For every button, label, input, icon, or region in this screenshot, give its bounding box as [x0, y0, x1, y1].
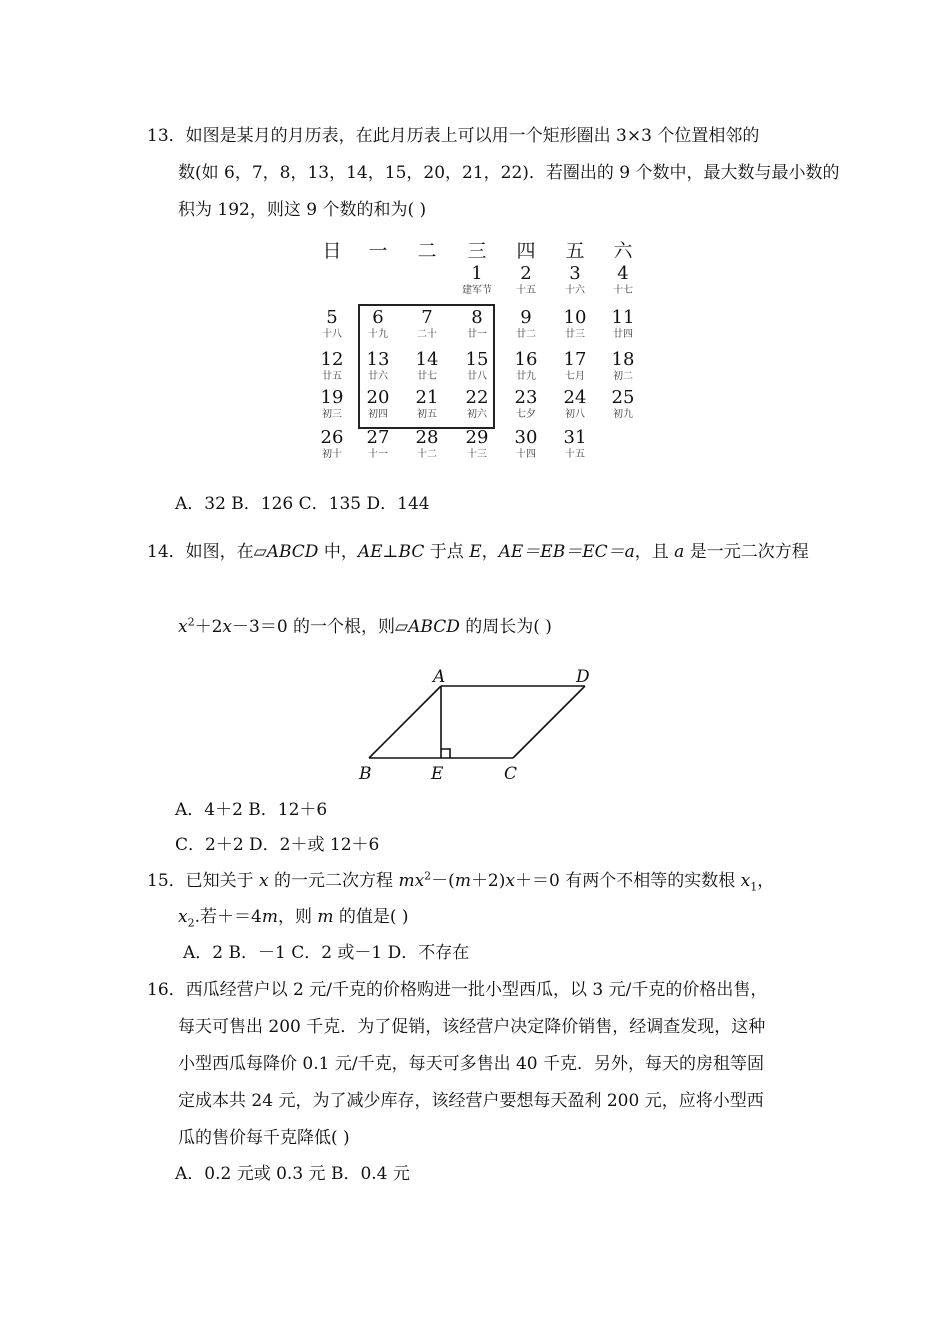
- q16-line-1: 16．西瓜经营户以 2 元/千克的价格购进一批小型西瓜，以 3 元/千克的价格出售，: [147, 980, 768, 1000]
- calendar-day-number: 11: [611, 307, 635, 328]
- calendar-lunar-label: 十二: [417, 449, 437, 460]
- calendar-day-cell: [601, 308, 645, 341]
- calendar-day-number: 22: [465, 387, 489, 408]
- calendar-day-number: 17: [563, 349, 587, 370]
- q16-line-5: 瓜的售价每千克降低( ): [178, 1128, 350, 1148]
- calendar-lunar-label: 初三: [322, 409, 342, 420]
- calendar-day-number: 3: [569, 263, 581, 284]
- calendar-day-cell: [553, 350, 597, 383]
- parallelogram-figure: [350, 664, 600, 786]
- calendar-lunar-label: 廿七: [417, 371, 437, 382]
- calendar-day-cell: [504, 428, 548, 461]
- calendar-day-cell: [504, 350, 548, 383]
- q13-line-2: 数(如 6，7，8，13，14，15，20，21，22)．若圈出的 9 个数中，最大数与最小数的: [178, 163, 840, 183]
- label-D: D: [576, 667, 590, 687]
- right-angle-mark: [441, 749, 450, 758]
- calendar-lunar-label: 十三: [467, 449, 487, 460]
- calendar-lunar-label: 十八: [322, 329, 342, 340]
- calendar-lunar-label: 廿九: [516, 371, 536, 382]
- calendar-day-number: 8: [471, 307, 483, 328]
- label-A: A: [433, 667, 446, 687]
- calendar-lunar-label: 初五: [417, 409, 437, 420]
- calendar-lunar-label: 二十: [417, 329, 437, 340]
- calendar-weekday-header: 六: [613, 240, 633, 262]
- calendar-day-number: 26: [320, 427, 344, 448]
- calendar-day-cell: [553, 428, 597, 461]
- calendar-day-cell: [356, 350, 400, 383]
- calendar-day-cell: [405, 350, 449, 383]
- calendar-lunar-label: 初六: [467, 409, 487, 420]
- calendar-day-cell: [455, 308, 499, 341]
- calendar-day-cell: [455, 264, 499, 297]
- calendar-day-number: 19: [320, 387, 344, 408]
- calendar-lunar-label: 初四: [368, 409, 388, 420]
- calendar-day-number: 5: [326, 307, 338, 328]
- calendar-weekday-header: 一: [368, 240, 388, 262]
- calendar-day-cell: [310, 428, 354, 461]
- calendar-day-number: 28: [415, 427, 439, 448]
- calendar-day-number: 9: [520, 307, 532, 328]
- calendar-figure: [310, 236, 640, 472]
- calendar-lunar-label: 七夕: [516, 409, 536, 420]
- q13-line-3: 积为 192，则这 9 个数的和为( ): [178, 200, 427, 220]
- calendar-lunar-label: 廿五: [322, 371, 342, 382]
- calendar-day-number: 18: [611, 349, 635, 370]
- calendar-lunar-label: 初二: [613, 371, 633, 382]
- calendar-lunar-label: 十九: [368, 329, 388, 340]
- label-B: B: [359, 764, 372, 784]
- calendar-lunar-label: 十七: [613, 285, 633, 296]
- calendar-day-cell: [553, 264, 597, 297]
- calendar-day-number: 27: [366, 427, 390, 448]
- calendar-day-cell: [356, 308, 400, 341]
- calendar-lunar-label: 廿三: [565, 329, 585, 340]
- calendar-day-number: 31: [563, 427, 587, 448]
- q15-line-1: 15．已知关于 x 的一元二次方程 $mx^2-(m+2)x+=0$ 有两个不相等的实数根 $x_1$，: [147, 869, 775, 894]
- calendar-weekday-header: 五: [565, 240, 585, 262]
- calendar-day-cell: [553, 308, 597, 341]
- calendar-weekday-header: 四: [516, 240, 536, 262]
- calendar-day-cell: [601, 350, 645, 383]
- calendar-lunar-label: 十六: [565, 285, 585, 296]
- calendar-day-number: 4: [617, 263, 629, 284]
- calendar-lunar-label: 廿六: [368, 371, 388, 382]
- side-DC: [513, 686, 585, 758]
- calendar-lunar-label: 十五: [516, 285, 536, 296]
- calendar-day-cell: [356, 428, 400, 461]
- side-AB: [369, 686, 441, 758]
- calendar-lunar-label: 廿四: [613, 329, 633, 340]
- calendar-day-number: 14: [415, 349, 439, 370]
- calendar-lunar-label: 十五: [565, 449, 585, 460]
- calendar-day-cell: [455, 388, 499, 421]
- calendar-day-number: 29: [465, 427, 489, 448]
- calendar-lunar-label: 初九: [613, 409, 633, 420]
- calendar-day-number: 20: [366, 387, 390, 408]
- q16-line-2: 每天可售出 200 千克．为了促销，该经营户决定降价销售，经调查发现，这种: [178, 1017, 766, 1037]
- q15-options: A．2 B．－1 C．2 或－1 D．不存在: [183, 943, 470, 963]
- q16-line-3: 小型西瓜每降价 0.1 元/千克，每天可多售出 40 千克．另外，每天的房租等固: [178, 1054, 765, 1074]
- calendar-day-number: 16: [514, 349, 538, 370]
- calendar-day-cell: [310, 308, 354, 341]
- label-C: C: [504, 764, 518, 784]
- calendar-day-cell: [455, 350, 499, 383]
- calendar-day-cell: [504, 308, 548, 341]
- calendar-weekday-header: 三: [467, 240, 487, 262]
- label-E: E: [431, 764, 444, 784]
- q14-options-1: A．4＋2 B．12＋6: [175, 800, 328, 820]
- calendar-day-cell: [310, 388, 354, 421]
- calendar-day-cell: [601, 264, 645, 297]
- calendar-lunar-label: 十一: [368, 449, 388, 460]
- q16-line-4: 定成本共 24 元，为了减少库存，该经营户要想每天盈利 200 元，应将小型西: [178, 1091, 764, 1111]
- calendar-day-cell: [310, 350, 354, 383]
- calendar-day-number: 25: [611, 387, 635, 408]
- calendar-day-cell: [504, 388, 548, 421]
- q13-line-1: 13．如图是某月的月历表，在此月历表上可以用一个矩形圈出 3×3 个位置相邻的: [147, 126, 760, 146]
- q14-line-1: 14．如图，在▱ABCD 中，AE⊥BC 于点 E，AE＝EB＝EC＝a，且 a 是一元二次方程: [147, 542, 809, 562]
- q15-line-2: $x_2$.若＋＝4m，则 m 的值是( ): [178, 907, 409, 930]
- calendar-lunar-label: 初八: [565, 409, 585, 420]
- calendar-day-cell: [405, 388, 449, 421]
- calendar-day-cell: [356, 388, 400, 421]
- calendar-lunar-label: 廿一: [467, 329, 487, 340]
- calendar-weekday-header: 日: [322, 240, 342, 262]
- calendar-lunar-label: 十四: [516, 449, 536, 460]
- calendar-day-number: 2: [520, 263, 532, 284]
- q14-options-2: C．2＋2 D．2＋或 12＋6: [175, 835, 380, 855]
- calendar-lunar-label: 七月: [565, 371, 585, 382]
- calendar-day-number: 6: [372, 307, 384, 328]
- calendar-day-number: 13: [366, 349, 390, 370]
- calendar-day-cell: [553, 388, 597, 421]
- calendar-day-number: 1: [471, 263, 483, 284]
- calendar-day-cell: [405, 428, 449, 461]
- calendar-lunar-label: 廿八: [467, 371, 487, 382]
- q16-options: A．0.2 元或 0.3 元 B．0.4 元: [175, 1164, 410, 1184]
- calendar-day-cell: [455, 428, 499, 461]
- calendar-day-cell: [405, 308, 449, 341]
- calendar-lunar-label: 建军节: [462, 285, 492, 296]
- calendar-day-number: 15: [465, 349, 489, 370]
- q13-options: A．32 B．126 C．135 D．144: [175, 494, 430, 514]
- calendar-lunar-label: 初十: [322, 449, 342, 460]
- calendar-day-number: 10: [563, 307, 587, 328]
- calendar-day-number: 30: [514, 427, 538, 448]
- calendar-day-number: 21: [415, 387, 439, 408]
- calendar-lunar-label: 廿二: [516, 329, 536, 340]
- calendar-day-number: 12: [320, 349, 344, 370]
- calendar-weekday-header: 二: [417, 240, 437, 262]
- calendar-day-number: 24: [563, 387, 587, 408]
- calendar-day-cell: [601, 388, 645, 421]
- calendar-day-number: 23: [514, 387, 538, 408]
- calendar-day-number: 7: [421, 307, 433, 328]
- q14-line-2: $x^2+2x-3=0$ 的一个根，则▱ABCD 的周长为( ): [178, 615, 552, 637]
- calendar-day-cell: [504, 264, 548, 297]
